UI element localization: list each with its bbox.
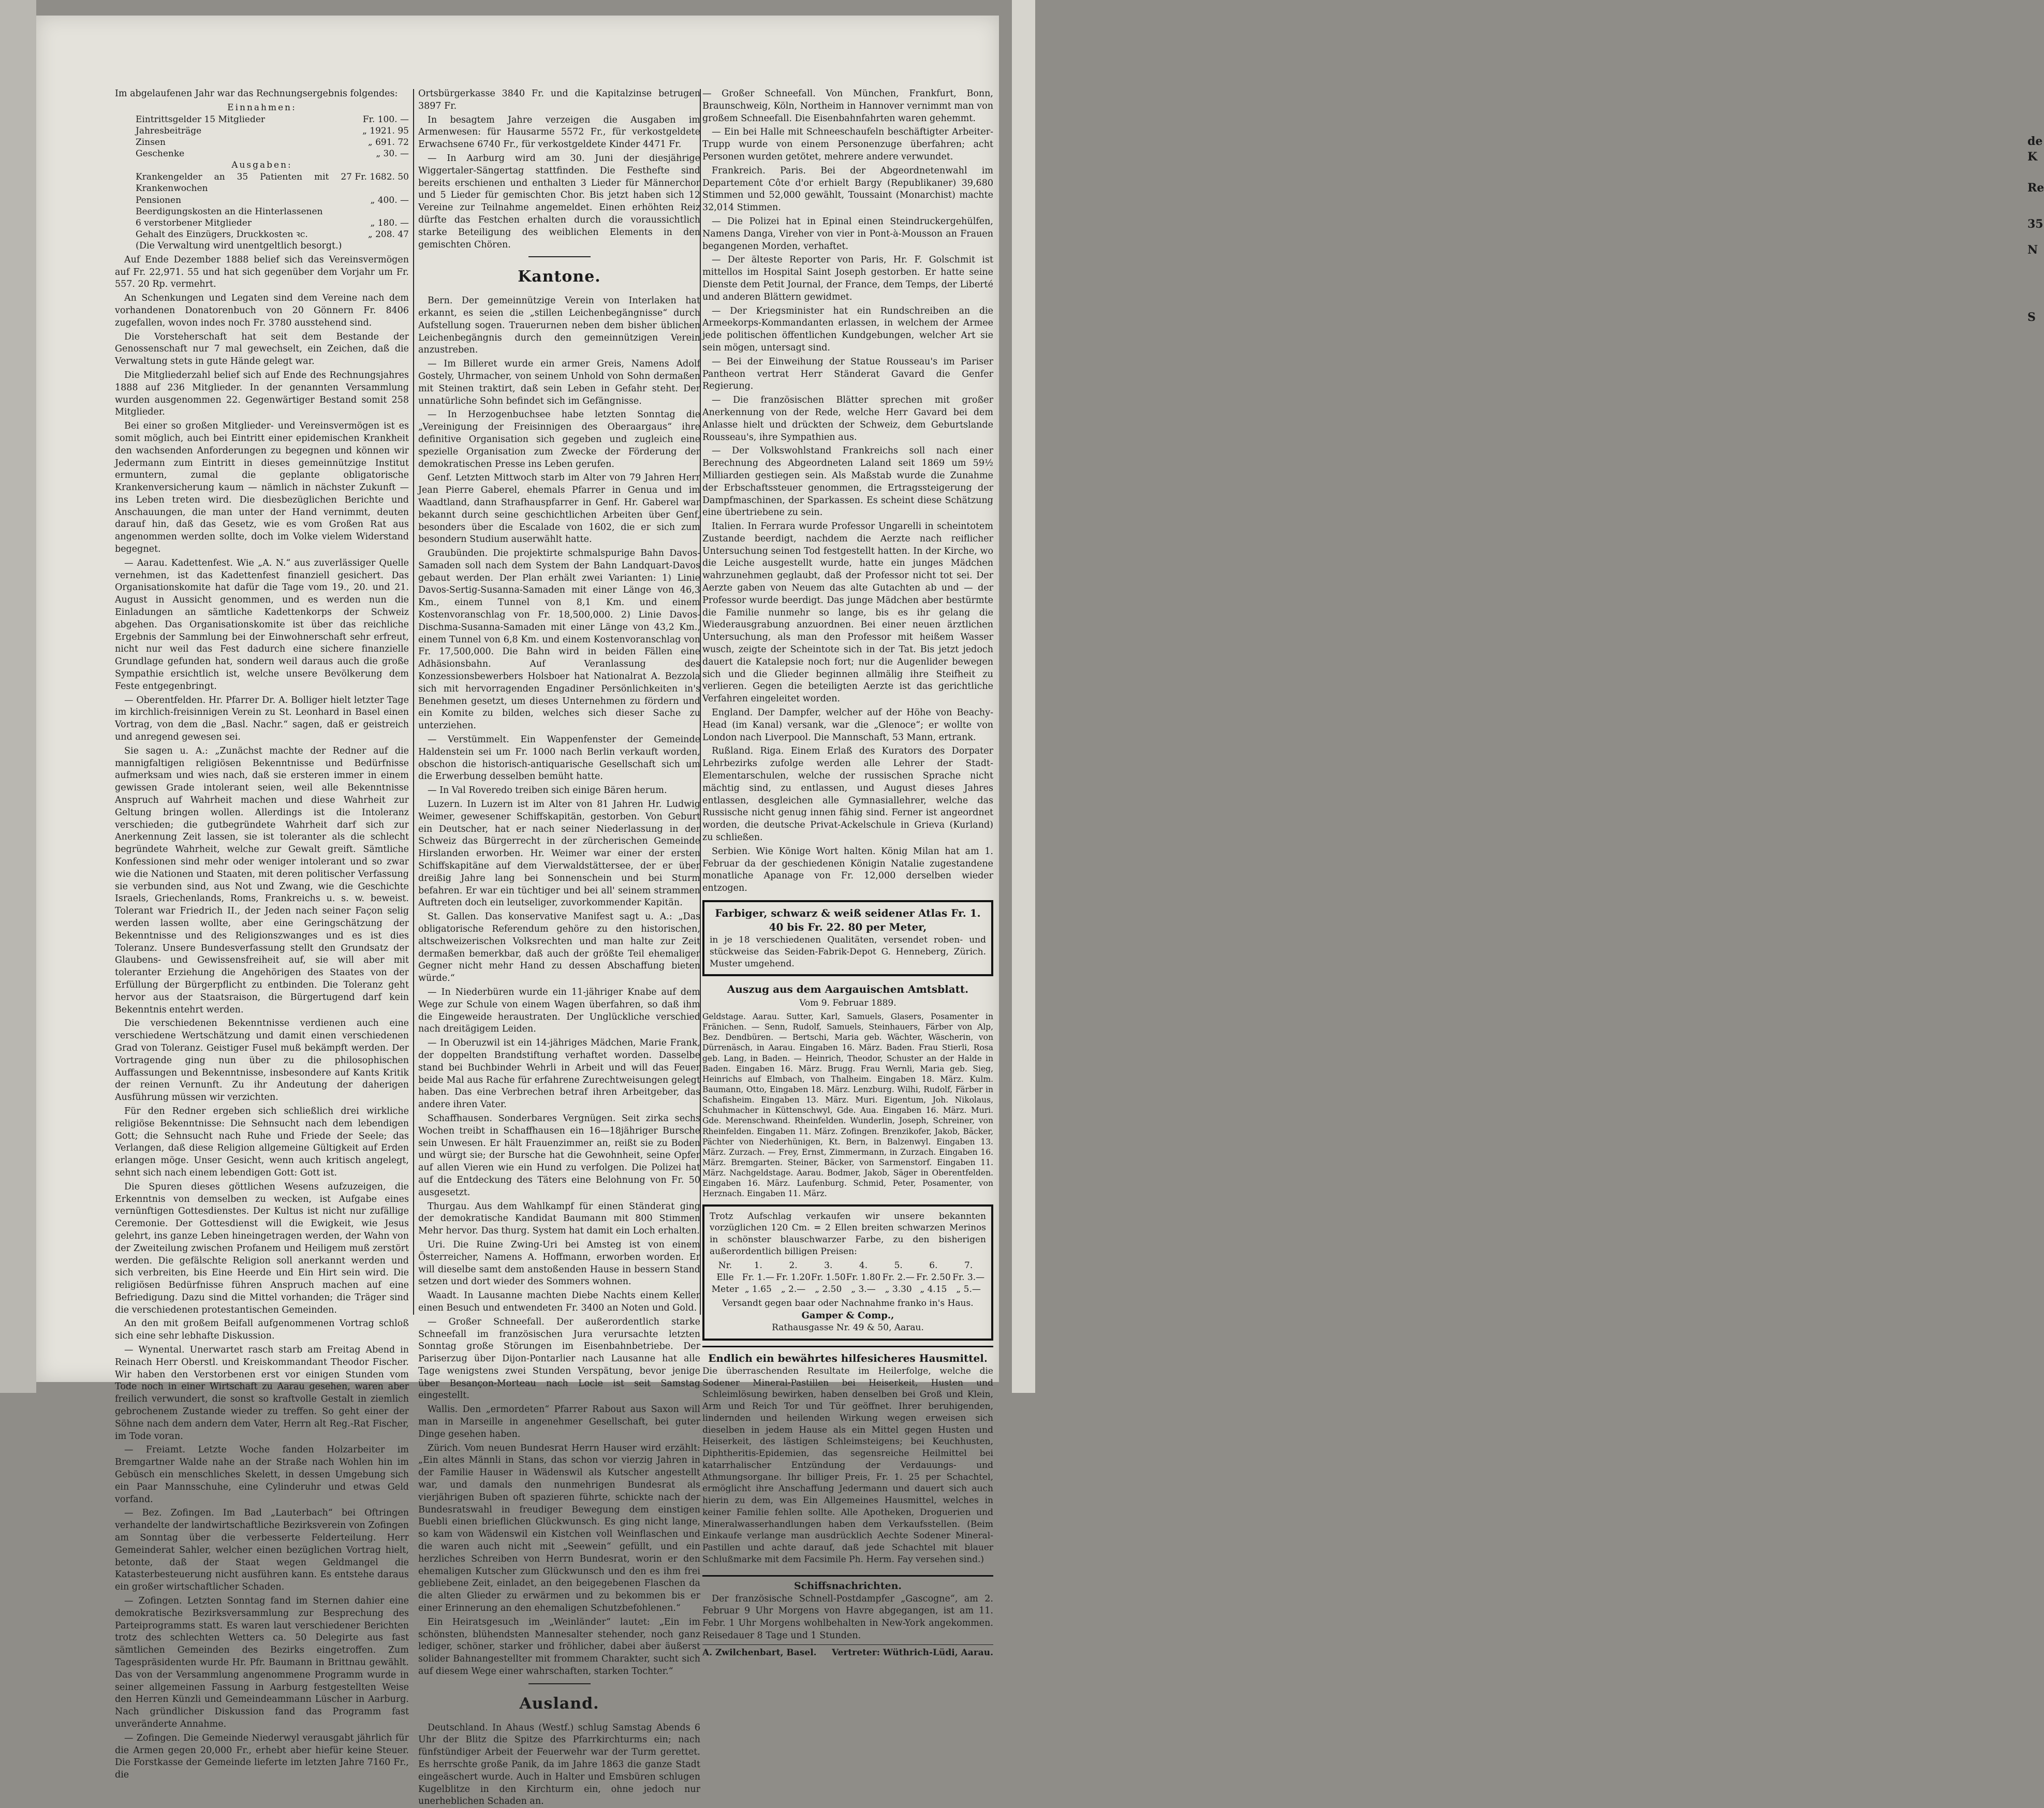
article-paragraph: Ortsbürgerkasse 3840 Fr. und die Kapitalzinse betrugen 3897 Fr. <box>418 89 700 111</box>
price-cell: 5. <box>894 1260 903 1271</box>
article-paragraph: Die verschiedenen Bekenntnisse verdienen auch eine verschiedene Wertschätzung und damit einen verschiedenen Grad von Toleranz. Geistiger Fusel muß bekämpft werden. Der Vortragende ging nun über zu die philosophischen Auffassungen und Bekenntnisse, insbesondere auf Kants Kritik der reinen Vernunft. Zu ihr Andeutung der daherigen Ausführung müssen wir verzichten. <box>115 1018 409 1103</box>
article-paragraph: Ein Heiratsgesuch im „Weinländer“ lautet: „Ein im schönsten, blühendsten Mannesalter stehender, noch ganz lediger, schöner, starker und fröhlicher, dabei aber äußerst solider Bahnangestellter mit frommem Charakter, sucht sich auf diesem Wege einer wahrschaften, starken Tochter.“ <box>418 1616 700 1677</box>
article-paragraph: Die Mitgliederzahl belief sich auf Ende des Rechnungsjahres 1888 auf 236 Mitglieder. In der genannten Versammlung wurden ausgenommen 22. Gegenwärtiger Bestand somit 258 Mitglieder. <box>115 370 409 418</box>
article-paragraph: Deutschland. In Ahaus (Westf.) schlug Samstag Abends 6 Uhr der Blitz die Spitze des Pfarrkirchturms ein; nach fünfstündiger Arbeit der Feuerwehr war der Turm gerettet. Es herrschte große Panik, da im Jahre 1863 die ganze Stadt eingeäschert wurde. Auch in Halter und Emsbüren schlugen Kugelblitze in den Kirchturm ein, ohne jedoch nur unerheblichen Schaden an. <box>418 1722 700 1807</box>
price-cell: Fr. 1.20 <box>776 1272 811 1283</box>
ad-body: Die überraschenden Resultate im Heilerfolge, welche die Sodener Mineral-Pastillen bei Heiserkeit, Husten und Schleimlösung bewirken, haben denselben bei Groß und Klein, Arm und Reich Tor und Tür geöffnet. Ihrer beruhigenden, lindernden und heilenden Wirkung wegen erweisen sich dieselben in jedem Hause als ein Mittel gegen Husten und Heiserkeit, des lästigen Schleimsteigens; bei Keuchhusten, Diphtheritis-Epidemien, das segensreiche Heilmittel bei katarrhalischer Entzündung der Verdauungs- und Athmungsorgane. Ihr billiger Preis, Fr. 1. 25 per Schachtel, ermöglicht ihre Anschaffung Jedermann und dauert sich auch hierin zu dem, was Ein Allgemeines Hausmittel, welches in keiner Familie fehlen sollte. Alle Apotheken, Droguerien und Mineralwasserhandlungen haben dem Verkaufsstellen. (Beim Einkaufe verlange man ausdrücklich Aechte Sodener Mineral-Pastillen und achte darauf, daß jede Schachtel mit blauer Schlußmarke mit dem Facsimile Ph. Herm. Fay versehen sind.) <box>702 1365 993 1565</box>
income-table <box>115 114 409 159</box>
article-paragraph: Die Vorsteherschaft hat seit dem Bestande der Genossenschaft nur 7 mal gewechselt, ein Zeichen, daß die Verwaltung stets in gute Hände gelegt war. <box>115 331 409 367</box>
ad-firm: Gamper & Comp., <box>801 1310 894 1321</box>
ad-shipping-note: Versandt gegen baar oder Nachnahme franko in's Haus. <box>722 1298 974 1309</box>
price-cell: Fr. 1.— <box>742 1272 774 1283</box>
section-divider <box>528 256 591 257</box>
adjacent-page-edge <box>1012 0 2044 1393</box>
section-title-kantone: Kantone. <box>518 268 601 286</box>
article-paragraph: — In Oberuzwil ist ein 14-jähriges Mädchen, Marie Frank, der doppelten Brandstiftung verhaftet worden. Dasselbe stand bei Buchbinder Wehrli in Arbeit und will das Feuer beide Mal aus Rache für erfahrene Zurechtweisungen gelegt haben. Das eine Verbrechen betraf ihren Arbeitgeber, das andere ihren Vater. <box>418 1038 700 1110</box>
edge-fragment: N <box>2027 243 2038 257</box>
article-paragraph: — Wynental. Unerwartet rasch starb am Freitag Abend in Reinach Herr Oberstl. und Kreiskommandant Theodor Fischer. Wir haben den Verstorbenen erst vor einigen Stunden vom Tode noch in einer Wirtschaft zu Aarau gesehen, waren aber freilich verwundert, die sonst so kraftvolle Gestalt in ziemlich gebrochenem Zustande wieder zu treffen. So geht einer der Söhne nach dem andern dem Vater, Herrn alt Reg.-Rat Fischer, im Tode voran. <box>115 1345 409 1442</box>
price-cell: Meter <box>711 1284 739 1295</box>
agent-right: Vertreter: Wüthrich-Lüdi, Aarau. <box>832 1647 993 1658</box>
ad-title: Endlich ein bewährtes hilfesicheres Hausmittel. <box>708 1351 988 1364</box>
article-paragraph: England. Der Dampfer, welcher auf der Höhe von Beachy-Head (im Kanal) versank, war die „Glenoce“; er wollte von London nach Liverpool. Die Mannschaft, 53 Mann, ertrank. <box>702 708 993 743</box>
article-paragraph: — Zofingen. Letzten Sonntag fand im Sternen dahier eine demokratische Bezirksversammlung zur Besprechung des Parteiprogramms statt. Es waren laut verschiedener Berichten trotz des schlechten Wetters ca. 50 Delegirte aus fast sämtlichen Gemeinden des Bezirks eingetroffen. Zum Tagespräsidenten wurde Hr. Pfr. Baumann in Brittnau gewählt. Das von der Versammlung angenommene Programm wurde in seiner allgemeinen Fassung in Aarburg festgestellten Weise den Herren Künzli und Gemeindeammann Lüscher in Aarburg. Nach gründlicher Diskussion fand das Programm fast unveränderte Annahme. <box>115 1596 409 1729</box>
article-paragraph: — Oberentfelden. Hr. Pfarrer Dr. A. Bolliger hielt letzter Tage im kirchlich-freisinnigen Verein zu St. Leonhard in Basel einen Vortrag, von dem die „Basl. Nachr.“ sagen, daß er geistreich und anregend gewesen sei. <box>115 695 409 743</box>
price-cell: „ 2.50 <box>815 1284 842 1295</box>
price-cell: „ 4.15 <box>920 1284 947 1295</box>
article-paragraph: Italien. In Ferrara wurde Professor Ungarelli in scheintotem Zustande beerdigt, nachdem die Aerzte nach reiflicher Untersuchung seinen Tod festgestellt hatten. In der Kirche, wo die Leiche ausgestellt wurde, hatte ein junges Mädchen wahrzunehmen geglaubt, daß der Professor nicht tot sei. Der Aerzte gaben von Neuem das alte Gutachten ab und — der Professor wurde beerdigt. Das junge Mädchen aber bestürmte die Familie nunmehr so lange, bis es ihr gelang die Wiederausgrabung anzuordnen. Bei einer neuen ärztlichen Untersuchung, als man den Professor mit heißem Wasser wusch, zeigte der Scheintote sich in der Tat. Bis jetzt jedoch dauert die Katalepsie noch fort; nur die Augenlider bewegen sich und die Glieder beginnen allmälig ihre Steifheit zu verlieren. Gegen die beteiligten Aerzte ist das gerichtliche Verfahren eingeleitet worden. <box>702 521 993 704</box>
scan-background <box>0 0 36 1393</box>
article-paragraph: — Im Billeret wurde ein armer Greis, Namens Adolf Gostely, Uhrmacher, von seinem Unhold von Sohn dermaßen mit Steinen traktirt, daß sein Leben in Gefahr steht. Der unnatürliche Sohn befindet sich im Gefängnisse. <box>418 359 700 406</box>
article-paragraph: — Zofingen. Die Gemeinde Niederwyl verausgabt jährlich für die Armen gegen 20,000 Fr., erhebt aber hiefür keine Steuer. Die Forstkasse der Gemeinde lieferte im letzten Jahre 7160 Fr., die <box>115 1732 409 1781</box>
article-paragraph: Genf. Letzten Mittwoch starb im Alter von 79 Jahren Herr Jean Pierre Gaberel, ehemals Pfarrer in Genua und im Waadtland, dann Strafhauspfarrer in Genf. Hr. Gaberel war bekannt durch seine geschichtlichen Arbeiten über Genf, besonders über die Escalade von 1602, die er sich zum besondern Studium auserwählt hatte. <box>418 473 700 545</box>
article-paragraph: Thurgau. Aus dem Wahlkampf für einen Ständerat ging der demokratische Kandidat Baumann mit 800 Stimmen Mehr hervor. Das thurg. System hat damit ein Loch erhalten. <box>418 1201 700 1237</box>
shipping-agents <box>702 1644 993 1659</box>
price-cell: Fr. 2.50 <box>916 1272 951 1283</box>
expense-row: Pensionen „ 400. — <box>136 195 409 205</box>
income-heading: Einnahmen: <box>227 102 297 113</box>
article-paragraph: An den mit großem Beifall aufgenommenen Vortrag schloß sich eine sehr lebhafte Diskussion. <box>115 1318 409 1342</box>
price-cell: „ 3.— <box>851 1284 876 1295</box>
shipping-news-body: Der französische Schnell-Postdampfer „Gascogne“, am 2. Februar 9 Uhr Morgens von Havre abgegangen, ist am 11. Febr. 1 Uhr Morgens wohlbehalten in New-York angekommen. Reisedauer 8 Tage und 1 Stunden. <box>702 1593 993 1641</box>
price-cell: 2. <box>789 1260 798 1271</box>
official-gazette-date: Vom 9. Februar 1889. <box>799 997 896 1008</box>
article-paragraph: — Der älteste Reporter von Paris, Hr. F. Golschmit ist mittellos im Hospital Saint Joseph gestorben. Er hatte seine Dienste dem Petit Journal, der France, dem Temps, der Liberté und anderen Blättern gewidmet. <box>702 255 993 302</box>
article-paragraph: — Bez. Zofingen. Im Bad „Lauterbach“ bei Oftringen verhandelte der landwirtschaftliche Bezirksverein von Zofingen am Sonntag über die verbesserte Felderteilung. Herr Gemeinderat Sahler, welcher einen bezüglichen Vortrag hielt, betonte, daß der Staat wegen Geldmangel die Katasterbesteuerung nicht ausführen kann. Es entstehe daraus ein großer wirtschaftlicher Schaden. <box>115 1508 409 1593</box>
article-paragraph: — In Aarburg wird am 30. Juni der diesjährige Wiggertaler-Sängertag stattfinden. Die Festhefte sind bereits erschienen und enthalten 3 Lieder für Männerchor und 5 Lieder für gemischten Chor. Bis jetzt haben sich 12 Vereine zur Teilnahme angemeldet. Einen erhöhten Reiz dürfte das Festchen erhalten durch die voraussichtlich starke Beteiligung des weiblichen Elements in den gemischten Chören. <box>418 153 700 250</box>
expense-note: (Die Verwaltung wird unentgeltlich besorgt.) <box>136 240 342 251</box>
price-table <box>710 1260 986 1296</box>
article-paragraph: — Aarau. Kadettenfest. Wie „A. N.“ aus zuverlässiger Quelle vernehmen, ist das Kadettenfest finanziell gesichert. Das Organisationskomite hat dafür die Tage vom 19., 20. und 21. August in Aussicht genommen, und es werden nun die Einladungen an sämtliche Kadettenkorps der Schweiz abgehen. Das Organisationskomite ist über das reichliche Ergebnis der Sammlung bei der Einwohnerschaft sehr erfreut, nicht nur weil das Fest dadurch eine sichere finanzielle Grundlage gefunden hat, sondern weil daraus auch die große Sympathie ersichtlich ist, welche unsere Bevölkerung dem Feste entgegenbringt. <box>115 557 409 692</box>
article-paragraph: Zürich. Vom neuen Bundesrat Herrn Hauser wird erzählt: „Ein altes Männli in Stans, das schon vor vierzig Jahren in der Familie Hauser in Wädenswil als Kutscher angestellt war, und damals den nunmehrigen Bundesrat als vierjährigen Buben oft spazieren führte, schickte nach der Bundesratswahl in freudiger Bewegung dem einstigen Buebli einen brieflichen Glückwunsch. Es ging nicht lange, so kam von Wädenswil ein Kistchen voll Weinflaschen und die waren auch nicht mit „Seewein“ gefüllt, und ein herzliches Schreiben von Herrn Bundesrat, worin er den ehemaligen Kutscher zum Glückwunsch und den es ihm frei gebliebene Zeit, einladet, an den beigegebenen Flaschen da die alten Glieder zu erwärmen und zu bekommen bis er einer Erinnerung an den ehemaligen Schutzbefohlenen.“ <box>418 1443 700 1614</box>
income-row: Eintrittsgelder 15 Mitglieder Fr. 100. — <box>136 114 409 125</box>
article-paragraph: Bei einer so großen Mitglieder- und Vereinsvermögen ist es somit möglich, auch bei Eintritt einer epidemischen Krankheit den wachsenden Anforderungen zu begegnen und können wir Jedermann zum Eintritt in dieses gemeinnützige Institut ermuntern, zumal die geplante obligatorische Krankenversicherung kaum — nämlich in nächster Zukunft — ins Leben treten wird. Die diesbezüglichen Berichte und Anschauungen, die man unter der Hand vernimmt, deuten darauf hin, daß das Gesetz, wie es vom Großen Rat aus angenommen werden sollte, doch im Volke vielem Widerstand begegnet. <box>115 421 409 555</box>
article-paragraph: Bern. Der gemeinnützige Verein von Interlaken hat erkannt, es seien die „stillen Leichenbegängnisse“ durch Aufstellung sogen. Trauerurnen neben dem bisher üblichen Leichenbegängnis durch den gemeinnützigen Verein anzustreben. <box>418 296 700 356</box>
article-paragraph: Frankreich. Paris. Bei der Abgeordnetenwahl im Departement Côte d'or erhielt Bargy (Republikaner) 39,680 Stimmen und 52,000 gewählt, Toussaint (Monarchist) machte 32,014 Stimmen. <box>702 165 993 213</box>
expense-row: Gehalt des Einzügers, Druckkosten ꝛc. „ 208. 47 <box>136 229 409 240</box>
article-paragraph: — Verstümmelt. Ein Wappenfenster der Gemeinde Haldenstein sei um Fr. 1000 nach Berlin verkauft worden, obschon die historisch-antiquarische Gesellschaft sich um die Erwerbung desselben bemüht hatte. <box>418 734 700 782</box>
article-paragraph: Rußland. Riga. Einem Erlaß des Kurators des Dorpater Lehrbezirks zufolge werden alle Lehrer der Stadt-Elementarschulen, welche der russischen Sprache nicht mächtig sind, zu entlassen, und August dieses Jahres entlassen, desgleichen alle Gymnasiallehrer, welche das Russische nicht genug innen fähig sind. Ferner ist angeordnet worden, die deutsche Privat-Ackelschule in Grieva (Kurland) zu schließen. <box>702 746 993 843</box>
section-divider <box>528 1683 591 1684</box>
accounts-intro: Im abgelaufenen Jahr war das Rechnungsergebnis folgendes: <box>115 89 398 99</box>
article-paragraph: Die Spuren dieses göttlichen Wesens aufzuzeigen, die Erkenntnis von demselben zu wecken, ist Aufgabe eines vernünftigen Gottesdienstes. Der Kultus ist nicht nur zufällige Ceremonie. Der Gottesdienst will die Ewigkeit, wie Jesus gelehrt, ins ganze Leben hineingetragen werden, der Wahn von der Zweiteilung zwischen Profanem und Heiligem muß zerstört werden. Die gefälschte Religion soll anerkannt werden und sich verbreiten, bis Eine Heerde und Ein Hirt sein wird. Die religiösen Bedürfnisse führen Anspruch machen auf eine Befriedigung. Dazu sind die Mittel vorhanden; die Träger sind die verschiedenen protestantischen Gemeinden. <box>115 1181 409 1315</box>
column-left <box>115 88 409 1781</box>
article-paragraph: Sie sagen u. A.: „Zunächst machte der Redner auf die mannigfaltigen religiösen Bekenntnisse und Bedürfnisse aufmerksam und wies nach, daß sie ersteren immer in einem gewissen Grade intolerant seien, weil alle Bekenntnisse Anspruch auf Wahrheit machen und diese Wahrheit zur Geltung bringen wollen. Allerdings ist die Intoleranz verschieden; die gutbegründete Wahrheit darf sich zur Anerkennung Zeit lassen, sie ist toleranter als die schlecht begründete Wahrheit, welche zur Gewalt greift. Sämtliche Konfessionen sind mehr oder weniger intolerant und so zwar wie die Nationen und Staaten, mit deren politischer Verfassung sie verbunden sind, aus Not und Zwang, wie die Geschichte Israels, Griechenlands, Roms, Frankreichs u. s. w. beweist. Tolerant war Friedrich II., der Jeden nach seiner Façon selig werden lassen wollte, aber eine Geringschätzung der Bekenntnisse und des Religionszwanges und es ist dies Toleranz. Unsere Bundesverfassung stellt den Grundsatz der Glaubens- und Gewissensfreiheit auf, sie will aber mit toleranter Erziehung die Angehörigen des Staates von der Erfüllung der Bürgerpflicht zu entbinden. Die Toleranz geht hervor aus der Staatsraison, die Bürgertugend darf kein Bekenntnis entehrt werden. <box>115 745 409 1015</box>
ad-headline: Trotz Aufschlag verkaufen wir unsere bekannten vorzüglichen 120 Cm. = 2 Ellen breiten schwarzen Merinos in schönster blauschwarzer Farbe, zu den bisherigen außerordentlich billigen Preisen: <box>710 1211 986 1257</box>
price-cell: Fr. 1.80 <box>846 1272 881 1283</box>
article-paragraph: Serbien. Wie Könige Wort halten. König Milan hat am 1. Februar da der geschiedenen Königin Natalie zugestandene monatliche Apanage von Fr. 12,000 derselben wieder entzogen. <box>702 846 993 894</box>
income-row: Geschenke „ 30. — <box>136 149 409 159</box>
price-cell: 1. <box>754 1260 762 1271</box>
article-paragraph: — Großer Schneefall. Von München, Frankfurt, Bonn, Braunschweig, Köln, Northeim in Hannover vernimmt man von großem Schneefall. Die Eisenbahnfahrten waren gehemmt. <box>702 89 993 124</box>
article-paragraph: — Die Polizei hat in Epinal einen Steindruckergehülfen, Namens Danga, Vireher von vier in Pont-à-Mousson an Frauen begangenen Morden, verhaftet. <box>702 216 993 252</box>
column-rule <box>413 89 414 1315</box>
shipping-news-title: Schiffsnachrichten. <box>702 1575 993 1593</box>
article-paragraph: Für den Redner ergeben sich schließlich drei wirkliche religiöse Bekenntnisse: Die Sehnsucht nach dem lebendigen Gott; die Sehnsucht nach Ruhe und Friede der Seele; das Verlangen, daß diese Religion allgemeine Gültigkeit auf Erden erlangen möge. Unser Gesicht, wenn auch kritisch angelegt, sehnt sich nach einem lebendigen Gott: Gott ist. <box>115 1106 409 1178</box>
article-paragraph: Graubünden. Die projektirte schmalspurige Bahn Davos-Samaden soll nach dem System der Bahn Landquart-Davos gebaut werden. Der Plan erhält zwei Varianten: 1) Linie Davos-Sertig-Susanna-Samaden mit einer Länge von 46,3 Km., einem Tunnel von 8,1 Km. und einem Kostenvoranschlag von Fr. 18,500,000. 2) Linie Davos-Dischma-Susanna-Samaden mit einer Länge von 43,2 Km., einem Tunnel von 6,8 Km. und einem Kostenvoranschlag von Fr. 17,500,000. Die Bahn wird in beiden Fällen eine Adhäsionsbahn. Auf Veranlassung des Konzessionsbewerbers Holsboer hat Nationalrat A. Bezzola sich mit hervorragenden Engadiner Persönlichkeiten in's Benehmen gesetzt, um dieses Unternehmen zu fördern und ein Komite zu bilden, welches sich dieser Sache zu unterziehen. <box>418 548 700 731</box>
price-cell: 4. <box>859 1260 868 1271</box>
article-paragraph: An Schenkungen und Legaten sind dem Vereine nach dem vorhandenen Donatorenbuch von 20 Gönnern Fr. 8406 zugefallen, wovon indes noch Fr. 3780 ausstehend sind. <box>115 293 409 328</box>
ad-body: in je 18 verschiedenen Qualitäten, versendet roben- und stückweise das Seiden-Fabrik-Depot G. Henneberg, Zürich. Muster umgehend. <box>710 935 986 969</box>
price-cell: Fr. 2.— <box>882 1272 915 1283</box>
column-middle <box>418 88 700 1807</box>
article-paragraph: — In Val Roveredo treiben sich einige Bären herum. <box>428 785 667 796</box>
price-cell: 3. <box>824 1260 833 1271</box>
price-cell: Fr. 1.50 <box>811 1272 846 1283</box>
income-row: Zinsen „ 691. 72 <box>136 137 409 148</box>
article-paragraph: — Bei der Einweihung der Statue Rousseau's im Pariser Pantheon vertrat Herr Ständerat Gavard die Genfer Regierung. <box>702 356 993 392</box>
expense-row: Krankengelder an 35 Patienten mit 27 Krankenwochen Fr. 1682. 50 <box>136 172 409 194</box>
article-paragraph: Uri. Die Ruine Zwing-Uri bei Amsteg ist von einem Österreicher, Namens A. Hoffmann, erworben worden. Er will dieselbe samt dem anstoßenden Hause in bessern Stand setzen und dort wieder des Sommers wohnen. <box>418 1239 700 1287</box>
expense-row: 6 verstorbener Mitglieder „ 180. — <box>136 217 409 228</box>
expense-heading: Ausgaben: <box>231 160 292 171</box>
article-paragraph: Schaffhausen. Sonderbares Vergnügen. Seit zirka sechs Wochen treibt in Schaffhausen ein 16—18jähriger Bursche sein Unwesen. Er hält Frauenzimmer an, reißt sie zu Boden und würgt sie; der Bursche hat die Gewohnheit, seine Opfer auf allen Vieren wie ein Hund zu verfolgen. Die Polizei hat auf die Entdeckung des Täters eine Belohnung von Fr. 50 ausgesetzt. <box>418 1113 700 1198</box>
edge-fragment: S <box>2027 311 2036 324</box>
article-paragraph: St. Gallen. Das konservative Manifest sagt u. A.: „Das obligatorische Referendum gehöre zu den historischen, altschweizerischen Volksrechten und man halte zur Zeit dermaßen bemerkbar, daß auch der größte Teil ehemaliger Gegner nicht mehr Hand zu dessen Abschaffung bieten würde.“ <box>418 912 700 984</box>
price-cell: Fr. 3.— <box>952 1272 985 1283</box>
article-paragraph: Luzern. In Luzern ist im Alter von 81 Jahren Hr. Ludwig Weimer, gewesener Schiffskapitän, gestorben. Von Geburt ein Deutscher, hat er nach seiner Niederlassung in der Schweiz das Bürgerrecht in der zürcherischen Gemeinde Hirslanden erworben. Hr. Weimer war einer der ersten Schiffskapitäne auf dem Vierwaldstättersee, der er über dreißig Jahre lang bei Sonnenschein und bei Sturm befahren. Er war ein tüchtiger und bei all' seinem strammen Auftreten doch ein leutseliger, zuvorkommender Kapitän. <box>418 799 700 908</box>
expense-table <box>115 171 409 240</box>
article-paragraph: — Die französischen Blätter sprechen mit großer Anerkennung von der Rede, welche Herr Gavard bei dem Anlasse hielt und drückten der Schweiz, dem Geburtslande Rousseau's, ihre Sympathien aus. <box>702 395 993 443</box>
article-paragraph: — Der Volkswohlstand Frankreichs soll nach einer Berechnung des Abgeordneten Laland seit 1869 um 59½ Milliarden gestiegen sein. Als Maßstab wurde die Zunahme der Erbschaftssteuer genommen, die Ertragssteigerung der Dampfmaschinen, der Sparkassen. Es scheint diese Schätzung eine übertriebene zu sein. <box>702 446 993 518</box>
article-paragraph: — Großer Schneefall. Der außerordentlich starke Schneefall im französischen Jura verursachte letzten Sonntag große Störungen im Eisenbahnbetriebe. Der Pariserzug über Dijon-Pontarlier nach Lausanne hat alle Tage wenigstens zwei Stunden Verspätung, bevor jenige über Besançon-Morteau nach Locle ist seit Samstag eingestellt. <box>418 1316 700 1401</box>
official-gazette-body: Geldstage. Aarau. Sutter, Karl, Samuels, Glasers, Posamenter in Fränichen. — Senn, Rudolf, Samuels, Steinhauers, Färber von Alp, Bez. Dendbüren. — Bertschi, Maria geb. Wächter, Wäscherin, von Dürrenäsch, in Aarau. Eingaben 16. März. Baden. Frau Stierli, Rosa geb. Lang, in Baden. — Heinrich, Theodor, Schuster an der Halde in Baden. Eingaben 16. März. Brugg. Frau Wernli, Maria geb. Sieg, Heinrichs auf Elmbach, von Thalheim. Eingaben 18. März. Kulm. Baumann, Otto, Eingaben 18. März. Lenzburg. Wilhi, Rudolf, Färber in Schafisheim. Eingaben 13. März. Muri. Eigentum, Joh. Nikolaus, Schuhmacher in Küttenschwyl, Gde. Aua. Eingaben 16. März. Muri. Gde. Merenschwand. Rheinfelden. Wunderlin, Joseph, Schreiner, von Rheinfelden. Eingaben 11. März. Zofingen. Brenzikofer, Jakob, Bäcker, Pächter von Niederhünigen, Kt. Bern, in Balzenwyl. Eingaben 13. März. Zurzach. — Frey, Ernst, Zimmermann, in Zurzach. Eingaben 16. März. Bremgarten. Steiner, Bäcker, von Sarmenstorf. Eingaben 11. März. Nachgeldstage. Aarau. Bodmer, Jakob, Säger in Oberentfelden. Eingaben 16. März. Laufenburg. Schmid, Peter, Posamenter, von Herznach. Eingaben 11. März. <box>702 1011 993 1199</box>
price-cell: „ 5.— <box>956 1284 981 1295</box>
article-paragraph: — Der Kriegsminister hat ein Rundschreiben an die Armeekorps-Kommandanten erlassen, in welchem der Armee jede politischen öffentlichen Kundgebungen, welcher Art sie sein mögen, untersagt sind. <box>702 305 993 353</box>
article-paragraph: Auf Ende Dezember 1888 belief sich das Vereinsvermögen auf Fr. 22,971. 55 und hat sich gegenüber dem Vorjahr um Fr. 557. 20 Rp. vermehrt. <box>115 254 409 290</box>
price-cell: „ 1.65 <box>744 1284 772 1295</box>
article-paragraph: — In Herzogenbuchsee habe letzten Sonntag die „Vereinigung der Freisinnigen des Oberaargaus“ ihre definitive Organisation sich gegeben und zugleich eine spezielle Organisation zum Zwecke der Förderung der demokratischen Presse ins Leben gerufen. <box>418 409 700 469</box>
ad-title: Farbiger, schwarz & weiß seidener Atlas Fr. 1. 40 bis Fr. 22. 80 per Meter, <box>715 907 981 934</box>
advertisement-silk <box>702 900 993 976</box>
article-paragraph: Wallis. Den „ermordeten“ Pfarrer Rabout aus Saxon will man in Marseille in angenehmer Gesellschaft, bei guter Dinge gesehen haben. <box>418 1404 700 1439</box>
official-gazette-title: Auszug aus dem Aargauischen Amtsblatt. <box>727 982 969 995</box>
price-cell: 6. <box>929 1260 938 1271</box>
income-row: Jahresbeiträge „ 1921. 95 <box>136 126 409 136</box>
article-paragraph: — Freiamt. Letzte Woche fanden Holzarbeiter im Bremgartner Walde nahe an der Straße nach Wohlen hin im Gebüsch ein menschliches Skelett, in dessen Umgebung sich ein Paar Mannsschuhe, eine Cylinderuhr und etwas Geld vorfand. <box>115 1445 409 1505</box>
advertisement-remedy <box>702 1346 993 1570</box>
edge-fragment: de <box>2027 135 2043 148</box>
ad-address: Rathausgasse Nr. 49 & 50, Aarau. <box>772 1322 924 1333</box>
price-cell: „ 2.— <box>781 1284 806 1295</box>
section-title-ausland: Ausland. <box>519 1694 599 1713</box>
agent-left: A. Zwilchenbart, Basel. <box>702 1647 817 1658</box>
edge-fragment: 35 <box>2027 217 2043 231</box>
advertisement-merinos <box>702 1204 993 1341</box>
edge-fragment: Re <box>2027 181 2044 195</box>
article-paragraph: In besagtem Jahre verzeigen die Ausgaben im Armenwesen: für Hausarme 5572 Fr., für verkostgeldete Erwachsene 6740 Fr., für verkostgeldete Kinder 4471 Fr. <box>418 114 700 150</box>
price-cell: „ 3.30 <box>885 1284 912 1295</box>
article-paragraph: Waadt. In Lausanne machten Diebe Nachts einem Keller einen Besuch und entwendeten Fr. 3400 an Noten und Gold. <box>418 1290 700 1313</box>
price-cell: Nr. <box>718 1260 732 1271</box>
expense-row: Beerdigungskosten an die Hinterlassenen <box>136 206 323 217</box>
edge-fragment: K <box>2027 150 2038 164</box>
price-cell: Elle <box>716 1272 734 1283</box>
article-paragraph: — Ein bei Halle mit Schneeschaufeln beschäftigter Arbeiter-Trupp wurde von einem Personenzuge überfahren; acht Personen wurden getötet, mehrere andere verwundet. <box>702 127 993 162</box>
price-cell: 7. <box>964 1260 973 1271</box>
column-right <box>702 88 993 1658</box>
article-paragraph: — In Niederbüren wurde ein 11-jähriger Knabe auf dem Wege zur Schule von einem Wagen überfahren, so daß ihm die Eingeweide heraustraten. Der Unglückliche verschied nach dreitägigem Leiden. <box>418 987 700 1035</box>
